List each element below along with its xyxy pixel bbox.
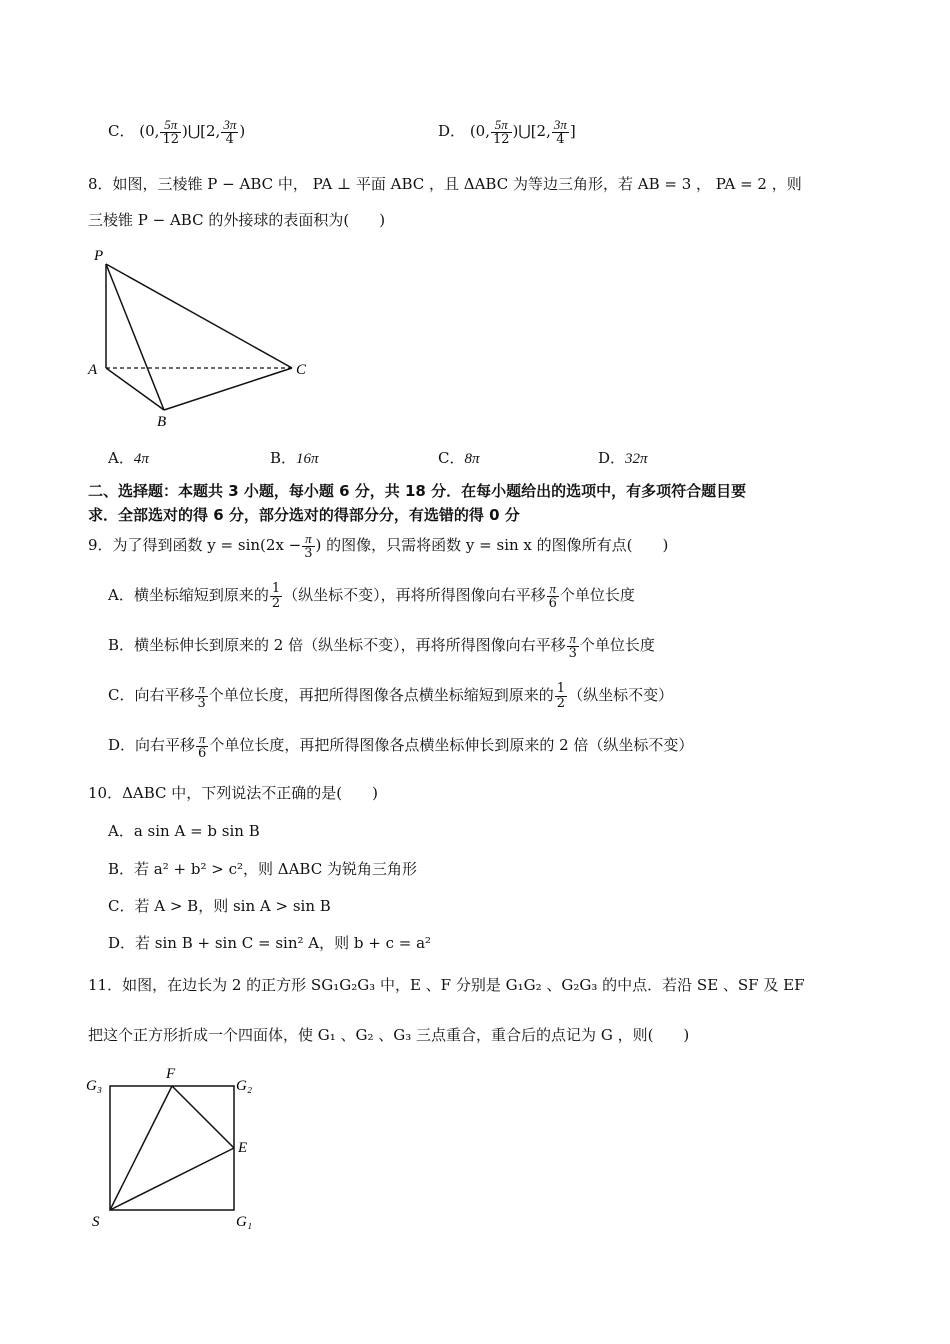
fraction: [196, 732, 208, 760]
option-label: D．: [438, 122, 466, 141]
expr-part: )⋃[2,: [512, 122, 551, 141]
q9-option-b: [108, 632, 655, 660]
q8-option-a: [108, 447, 149, 468]
label-g2: G₂: [236, 1078, 253, 1094]
q9-option-c: [108, 682, 673, 710]
option-label: A．: [108, 449, 134, 467]
numerator: 1: [556, 681, 566, 696]
q7-option-d: [438, 118, 576, 146]
q9-stem: [88, 532, 668, 560]
q11-square-figure: [84, 1060, 284, 1235]
numerator: 3π: [553, 117, 567, 132]
option-part: A．横坐标缩短到原来的: [108, 586, 269, 605]
option-text: 4π: [133, 451, 149, 467]
q11-stem-line2: 把这个正方形折成一个四面体，使 G₁ 、G₂ 、G₃ 三点重合，重合后的点记为 G ，则( ): [88, 1026, 690, 1044]
numerator: π: [567, 632, 579, 647]
edge-bc: [164, 368, 292, 410]
option-part: 个单位长度，再把所得图像各点横坐标伸长到原来的 2 倍（纵坐标不变）: [209, 736, 694, 755]
square-outline: [110, 1086, 234, 1210]
fraction: [195, 682, 207, 710]
q9-option-d: [108, 732, 693, 760]
numerator: 5π: [160, 118, 181, 133]
option-part: D．向右平移: [108, 736, 196, 755]
numerator: π: [547, 582, 559, 597]
q8-option-b: [270, 447, 319, 468]
expr-part: (0,: [139, 122, 160, 141]
q10-stem: 10．ΔABC 中，下列说法不正确的是( ): [88, 784, 379, 802]
denominator: 3: [197, 695, 206, 711]
fraction: [160, 118, 181, 146]
section2-header-line1: 二、选择题：本题共 3 小题，每小题 6 分，共 18 分．在每小题给出的选项中，有多项符合题目要: [88, 482, 747, 500]
label-p: P: [94, 248, 104, 264]
q8-stem-line1: 8．如图，三棱锥 P − ABC 中， PA ⊥ 平面 ABC ，且 ΔABC 为等边三角形，若 AB = 3 ， PA = 2 ，则: [88, 175, 802, 193]
q10-option-b: B．若 a² + b² > c²，则 ΔABC 为锐角三角形: [108, 860, 417, 878]
denominator: 4: [225, 131, 234, 147]
option-text: 8π: [464, 451, 480, 467]
fold-line-sf: [110, 1086, 172, 1210]
expr-part: ): [239, 122, 246, 141]
option-text: 16π: [296, 451, 319, 467]
option-label: C．: [108, 122, 135, 141]
option-label: D．: [598, 449, 626, 467]
q11-stem-line1: 11．如图，在边长为 2 的正方形 SG₁G₂G₃ 中，E 、F 分别是 G₁G₂ 、G₂G₃ 的中点．若沿 SE 、SF 及 EF: [88, 976, 805, 994]
q10-option-c: C．若 A > B，则 sin A > sin B: [108, 897, 331, 915]
section2-header-line2: 求．全部选对的得 6 分，部分选对的得部分分，有选错的得 0 分: [88, 506, 520, 524]
fraction: [552, 118, 569, 146]
option-label: C．: [438, 449, 465, 467]
q10-option-a: A．a sin A = b sin B: [108, 822, 260, 840]
fraction: [547, 582, 559, 610]
stem-part: ) 的图像，只需将函数 y = sin x 的图像所有点( ): [315, 536, 669, 555]
label-g3: G₃: [86, 1078, 103, 1094]
label-a: A: [88, 362, 98, 378]
option-text: 32π: [625, 451, 648, 467]
q8-option-c: [438, 447, 480, 468]
denominator: 12: [162, 131, 179, 147]
option-part: C．向右平移: [108, 686, 195, 705]
label-c: C: [296, 362, 307, 378]
numerator: π: [302, 532, 314, 547]
q7-option-c: [108, 118, 245, 146]
label-g1: G₁: [236, 1214, 253, 1230]
denominator: 6: [548, 595, 557, 611]
expr-part: )⋃[2,: [181, 122, 221, 141]
fraction: [491, 118, 512, 146]
denominator: 4: [556, 131, 565, 147]
label-f: F: [166, 1066, 176, 1082]
denominator: 2: [271, 595, 281, 611]
fraction: [567, 632, 579, 660]
option-part: 个单位长度，再把所得图像各点横坐标缩短到原来的: [208, 686, 554, 705]
option-part: B．横坐标伸长到原来的 2 倍（纵坐标不变），再将所得图像向右平移: [108, 636, 566, 655]
fold-line-se: [110, 1148, 234, 1210]
fraction: [302, 532, 314, 560]
denominator: 6: [198, 745, 207, 761]
option-part: （纵坐标不变）: [568, 686, 674, 705]
label-b: B: [157, 414, 167, 430]
q9-option-a: [108, 582, 635, 610]
denominator: 3: [568, 645, 577, 661]
q8-pyramid-figure: [84, 240, 324, 430]
q10-option-d: D．若 sin B + sin C = sin² A，则 b + c = a²: [108, 934, 432, 952]
option-part: 个单位长度: [579, 636, 655, 655]
stem-part: 9．为了得到函数 y = sin(2x −: [88, 536, 302, 555]
denominator: 2: [556, 695, 566, 711]
option-label: B．: [270, 449, 297, 467]
fraction: [221, 118, 238, 146]
numerator: π: [196, 732, 208, 747]
q8-option-d: [598, 447, 648, 468]
edge-pc: [106, 264, 292, 368]
fraction: [270, 582, 282, 610]
numerator: π: [195, 682, 207, 697]
option-part: 个单位长度: [559, 586, 635, 605]
numerator: 1: [271, 581, 281, 596]
expr-part: (0,: [469, 122, 490, 141]
fraction: [555, 682, 567, 710]
expr-part: ]: [569, 122, 576, 141]
label-s: S: [92, 1214, 100, 1230]
option-part: （纵坐标不变），再将所得图像向右平移: [283, 586, 546, 605]
denominator: 3: [304, 545, 313, 561]
q8-stem-line2: 三棱锥 P − ABC 的外接球的表面积为( ): [88, 211, 386, 229]
denominator: 12: [492, 131, 510, 147]
numerator: 5π: [491, 118, 512, 133]
label-e: E: [238, 1140, 248, 1156]
numerator: 3π: [223, 117, 237, 132]
fold-line-ef: [172, 1086, 234, 1148]
